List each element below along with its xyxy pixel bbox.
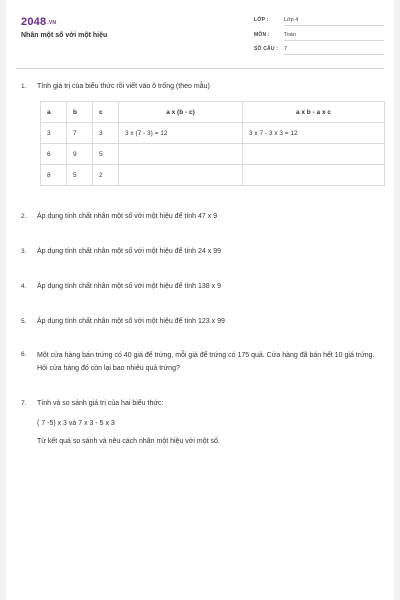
answer-cell[interactable] [119,165,243,186]
logo-main: 2048 [21,16,47,28]
meta-question-count-label: SỐ CÂU : [254,46,279,52]
meta-subject [254,30,386,44]
meta-class-label: LỚP : [254,17,269,23]
question-number: 7. [21,400,27,407]
meta-question-count-value: 7 [284,46,384,55]
question-text: Một cửa hàng bán trứng có 40 giá để trứng, mỗi giá để trứng có 175 quả. Cửa hàng đã bán hết 10 giá trứng. Hỏi cửa hàng đó còn lại bao nhiêu quả trứng? [37,352,375,372]
table-cell: 9 [67,144,93,165]
table-header-row [41,102,385,123]
table-cell: 5 [67,165,93,186]
question-text: Áp dụng tính chất nhân một số với một hiệu để tính 138 x 9 [37,283,221,290]
table-cell: 6 [41,144,67,165]
meta-question-count [254,44,386,58]
expression-table [40,101,385,186]
question-number: 3. [21,248,27,255]
question-text: Áp dụng tính chất nhân một số với một hiệu để tính 24 x 99 [37,248,221,255]
table-cell: 5 [93,144,119,165]
table-row [41,123,385,144]
worksheet-header [6,0,394,70]
question-text: Tính và so sánh giá trị của hai biểu thức: [37,400,164,407]
question-text: Tính giá trị của biểu thức rồi viết vào ô trống (theo mẫu) [37,83,210,90]
logo-suffix: .VN [47,20,57,26]
table-cell: 3 [41,123,67,144]
question-number: 1. [21,83,27,90]
meta-class-value: Lớp 4 [284,17,384,26]
table-cell: 3 x (7 - 3) = 12 [119,123,243,144]
table-cell: 7 [67,123,93,144]
table-cell: 2 [93,165,119,186]
table-header-cell: a x (b - c) [119,102,243,123]
question-subtext: Từ kết quả so sánh và nêu cách nhân một hiệu với một số. [37,438,220,445]
meta-class [254,15,386,29]
answer-cell[interactable] [243,144,385,165]
meta-subject-label: MÔN : [254,32,270,38]
answer-cell[interactable] [243,165,385,186]
table-row [41,144,385,165]
question-expression: ( 7 -5) x 3 và 7 x 3 - 5 x 3 [37,420,115,427]
table-header-cell: b [67,102,93,123]
table-header-cell: a x b - a x c [243,102,385,123]
question-text: Áp dụng tính chất nhân một số với một hiệu để tính 47 x 9 [37,213,218,220]
answer-cell[interactable] [119,144,243,165]
question-number: 6. [21,351,27,358]
meta-subject-value: Toán [284,32,384,41]
worksheet-page [6,0,394,600]
site-logo[interactable] [21,16,56,28]
question-number: 2. [21,213,27,220]
question-text: Áp dụng tính chất nhân một số với một hiệu để tính 123 x 99 [37,318,225,325]
worksheet-title: Nhân một số với một hiệu [21,32,108,39]
header-divider [16,68,384,69]
table-cell: 3 x 7 - 3 x 3 = 12 [243,123,385,144]
table-cell: 3 [93,123,119,144]
table-header-cell: c [93,102,119,123]
table-cell: 8 [41,165,67,186]
question-number: 5. [21,318,27,325]
table-header-cell: a [41,102,67,123]
question-number: 4. [21,283,27,290]
table-row [41,165,385,186]
